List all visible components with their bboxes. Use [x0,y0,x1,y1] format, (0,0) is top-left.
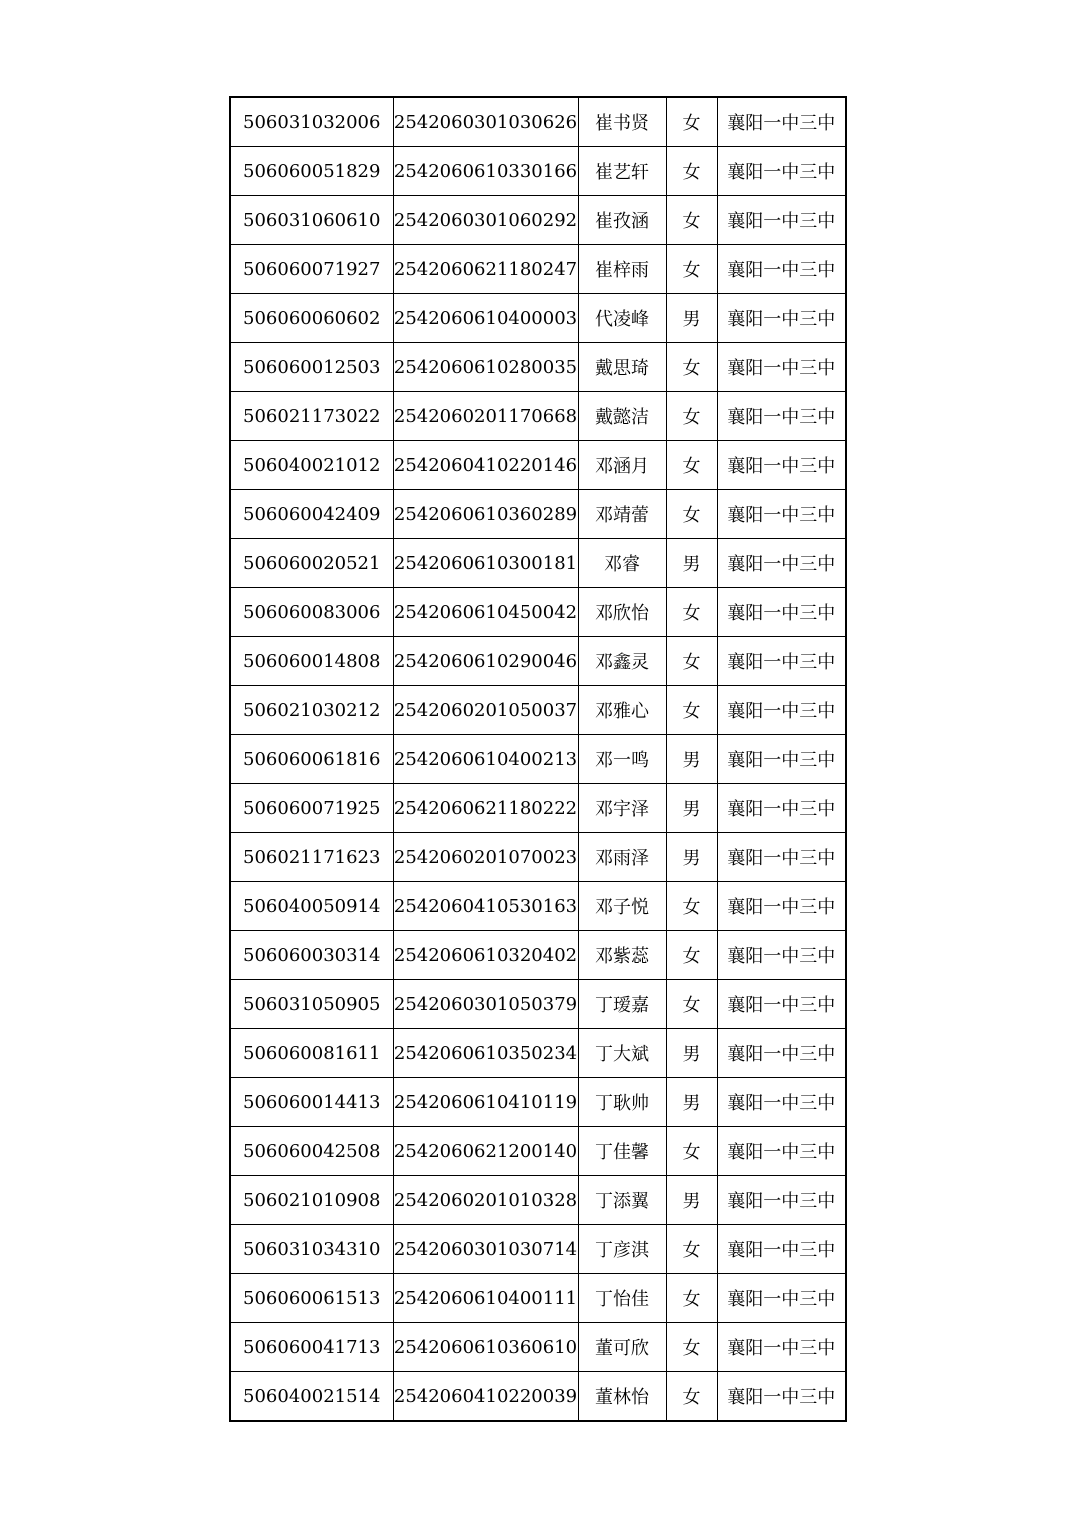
exam-number-cell: 506060030314 [230,931,393,980]
gender-cell: 女 [666,490,717,539]
student-name-cell: 邓紫蕊 [578,931,666,980]
school-cell: 襄阳一中三中 [717,1372,846,1422]
exam-number-cell: 506021010908 [230,1176,393,1225]
gender-cell: 女 [666,441,717,490]
exam-number-cell: 506060061513 [230,1274,393,1323]
exam-number-cell: 506060042409 [230,490,393,539]
student-name-cell: 邓子悦 [578,882,666,931]
school-cell: 襄阳一中三中 [717,539,846,588]
student-name-cell: 丁怡佳 [578,1274,666,1323]
student-name-cell: 邓靖蕾 [578,490,666,539]
gender-cell: 男 [666,735,717,784]
table-row [230,1323,846,1372]
table-row [230,97,846,147]
exam-number-cell: 506021173022 [230,392,393,441]
school-cell: 襄阳一中三中 [717,147,846,196]
gender-cell: 女 [666,245,717,294]
school-cell: 襄阳一中三中 [717,1127,846,1176]
registration-number-cell: 2542060201050037 [393,686,578,735]
registration-number-cell: 2542060201170668 [393,392,578,441]
student-name-cell: 丁大斌 [578,1029,666,1078]
exam-number-cell: 506060012503 [230,343,393,392]
exam-number-cell: 506040050914 [230,882,393,931]
registration-number-cell: 2542060621180247 [393,245,578,294]
school-cell: 襄阳一中三中 [717,1274,846,1323]
table-row [230,343,846,392]
registration-number-cell: 2542060610400111 [393,1274,578,1323]
exam-number-cell: 506031034310 [230,1225,393,1274]
exam-number-cell: 506060041713 [230,1323,393,1372]
table-row [230,1225,846,1274]
gender-cell: 女 [666,1323,717,1372]
student-name-cell: 邓欣怡 [578,588,666,637]
student-name-cell: 董林怡 [578,1372,666,1422]
exam-number-cell: 506060014413 [230,1078,393,1127]
registration-number-cell: 2542060301030626 [393,97,578,147]
table-row [230,441,846,490]
table-row [230,931,846,980]
table-row [230,686,846,735]
registration-number-cell: 2542060610320402 [393,931,578,980]
student-name-cell: 崔艺轩 [578,147,666,196]
table-row [230,784,846,833]
registration-number-cell: 2542060410220039 [393,1372,578,1422]
gender-cell: 男 [666,1078,717,1127]
table-row [230,392,846,441]
table-row [230,147,846,196]
gender-cell: 女 [666,1274,717,1323]
gender-cell: 女 [666,392,717,441]
school-cell: 襄阳一中三中 [717,1078,846,1127]
registration-number-cell: 2542060410220146 [393,441,578,490]
exam-number-cell: 506031050905 [230,980,393,1029]
school-cell: 襄阳一中三中 [717,97,846,147]
gender-cell: 女 [666,1127,717,1176]
exam-number-cell: 506060061816 [230,735,393,784]
gender-cell: 女 [666,931,717,980]
table-row [230,882,846,931]
exam-number-cell: 506060014808 [230,637,393,686]
student-name-cell: 丁添翼 [578,1176,666,1225]
student-name-cell: 代凌峰 [578,294,666,343]
school-cell: 襄阳一中三中 [717,196,846,245]
school-cell: 襄阳一中三中 [717,1029,846,1078]
student-name-cell: 邓涵月 [578,441,666,490]
gender-cell: 女 [666,97,717,147]
school-cell: 襄阳一中三中 [717,245,846,294]
table-row [230,588,846,637]
registration-number-cell: 2542060610400213 [393,735,578,784]
student-name-cell: 崔孜涵 [578,196,666,245]
registration-number-cell: 2542060610360289 [393,490,578,539]
registration-number-cell: 2542060621200140 [393,1127,578,1176]
student-name-cell: 崔梓雨 [578,245,666,294]
school-cell: 襄阳一中三中 [717,637,846,686]
student-name-cell: 丁瑷嘉 [578,980,666,1029]
gender-cell: 女 [666,1225,717,1274]
registration-number-cell: 2542060610280035 [393,343,578,392]
school-cell: 襄阳一中三中 [717,1176,846,1225]
table-row [230,1127,846,1176]
exam-number-cell: 506031032006 [230,97,393,147]
exam-number-cell: 506060020521 [230,539,393,588]
student-name-cell: 邓雨泽 [578,833,666,882]
student-name-cell: 戴思琦 [578,343,666,392]
gender-cell: 男 [666,294,717,343]
table-row [230,1029,846,1078]
exam-number-cell: 506060042508 [230,1127,393,1176]
school-cell: 襄阳一中三中 [717,931,846,980]
gender-cell: 女 [666,1372,717,1422]
student-name-cell: 邓宇泽 [578,784,666,833]
exam-number-cell: 506060071925 [230,784,393,833]
exam-number-cell: 506060081611 [230,1029,393,1078]
exam-number-cell: 506021171623 [230,833,393,882]
table-row [230,245,846,294]
table-row [230,294,846,343]
gender-cell: 女 [666,980,717,1029]
school-cell: 襄阳一中三中 [717,882,846,931]
gender-cell: 女 [666,343,717,392]
registration-number-cell: 2542060621180222 [393,784,578,833]
student-name-cell: 邓一鸣 [578,735,666,784]
school-cell: 襄阳一中三中 [717,343,846,392]
table-row [230,980,846,1029]
gender-cell: 女 [666,588,717,637]
student-name-cell: 崔书贤 [578,97,666,147]
student-name-cell: 丁佳馨 [578,1127,666,1176]
registration-number-cell: 2542060610290046 [393,637,578,686]
registration-number-cell: 2542060610350234 [393,1029,578,1078]
school-cell: 襄阳一中三中 [717,294,846,343]
gender-cell: 男 [666,1176,717,1225]
school-cell: 襄阳一中三中 [717,392,846,441]
exam-number-cell: 506021030212 [230,686,393,735]
school-cell: 襄阳一中三中 [717,588,846,637]
exam-number-cell: 506060060602 [230,294,393,343]
table-row [230,490,846,539]
school-cell: 襄阳一中三中 [717,1225,846,1274]
gender-cell: 男 [666,833,717,882]
gender-cell: 女 [666,686,717,735]
gender-cell: 女 [666,196,717,245]
gender-cell: 女 [666,882,717,931]
registration-number-cell: 2542060410530163 [393,882,578,931]
registration-number-cell: 2542060610410119 [393,1078,578,1127]
student-name-cell: 邓鑫灵 [578,637,666,686]
school-cell: 襄阳一中三中 [717,980,846,1029]
registration-number-cell: 2542060610330166 [393,147,578,196]
school-cell: 襄阳一中三中 [717,833,846,882]
student-name-cell: 丁耿帅 [578,1078,666,1127]
registration-number-cell: 2542060301030714 [393,1225,578,1274]
registration-number-cell: 2542060610450042 [393,588,578,637]
table-row [230,1274,846,1323]
registration-number-cell: 2542060301060292 [393,196,578,245]
registration-number-cell: 2542060610300181 [393,539,578,588]
exam-number-cell: 506040021012 [230,441,393,490]
table-row [230,1176,846,1225]
school-cell: 襄阳一中三中 [717,735,846,784]
table-row [230,539,846,588]
gender-cell: 男 [666,539,717,588]
student-name-cell: 戴懿洁 [578,392,666,441]
table-row [230,1078,846,1127]
school-cell: 襄阳一中三中 [717,784,846,833]
school-cell: 襄阳一中三中 [717,490,846,539]
exam-number-cell: 506031060610 [230,196,393,245]
table-row [230,637,846,686]
exam-number-cell: 506040021514 [230,1372,393,1422]
table-row [230,833,846,882]
gender-cell: 男 [666,784,717,833]
exam-number-cell: 506060083006 [230,588,393,637]
gender-cell: 女 [666,147,717,196]
table-row [230,735,846,784]
exam-number-cell: 506060071927 [230,245,393,294]
registration-number-cell: 2542060610360610 [393,1323,578,1372]
registration-number-cell: 2542060201070023 [393,833,578,882]
table-row [230,196,846,245]
student-name-cell: 邓睿 [578,539,666,588]
table-row [230,1372,846,1422]
exam-number-cell: 506060051829 [230,147,393,196]
gender-cell: 女 [666,637,717,686]
school-cell: 襄阳一中三中 [717,1323,846,1372]
school-cell: 襄阳一中三中 [717,686,846,735]
gender-cell: 男 [666,1029,717,1078]
student-name-cell: 丁彦淇 [578,1225,666,1274]
student-name-cell: 董可欣 [578,1323,666,1372]
student-name-cell: 邓雅心 [578,686,666,735]
school-cell: 襄阳一中三中 [717,441,846,490]
roster-body [230,97,846,1421]
registration-number-cell: 2542060610400003 [393,294,578,343]
registration-number-cell: 2542060301050379 [393,980,578,1029]
registration-number-cell: 2542060201010328 [393,1176,578,1225]
student-roster-table [229,96,847,1422]
